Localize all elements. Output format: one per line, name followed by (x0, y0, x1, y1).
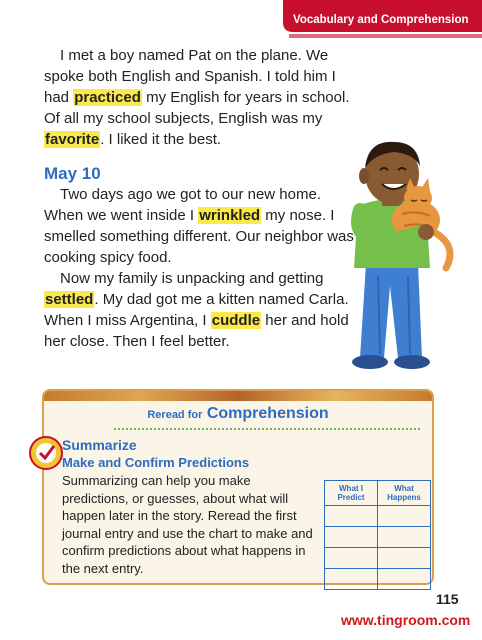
chart-cell (325, 506, 378, 527)
paragraph-text (44, 45, 354, 150)
strategy-subtitle: Make and Confirm Predictions (62, 455, 250, 470)
text-run: . I liked it the best. (100, 131, 222, 148)
box-texture-strip (44, 391, 432, 401)
section-banner-label: Vocabulary and Comprehension (293, 14, 469, 26)
text-run: I met a boy named Pat on the plane. We spoke both English and Spanish. I told him I had (44, 47, 336, 106)
vocabulary-word: wrinkled (199, 207, 261, 224)
prediction-chart-header-row (325, 481, 431, 506)
paragraph-text (44, 184, 354, 268)
graphic-organizer-badge-icon (28, 435, 64, 471)
chart-cell (325, 527, 378, 548)
prediction-chart-row (325, 506, 431, 527)
strategy-title: Summarize (62, 437, 137, 453)
prediction-chart (324, 480, 431, 590)
prediction-chart-row (325, 527, 431, 548)
chart-cell (378, 506, 431, 527)
journal-date: May 10 (44, 164, 101, 183)
watermark-link[interactable]: www.tingroom.com (341, 612, 471, 628)
paragraph-text (44, 268, 354, 352)
reread-big-label: Comprehension (206, 405, 329, 422)
story-paragraph-1 (44, 45, 354, 150)
prediction-chart-row (325, 548, 431, 569)
boy-with-kitten-illustration (318, 136, 468, 371)
text-run: my English for years in school. Of all my school subjects, English was my (44, 89, 350, 127)
section-banner (283, 0, 482, 44)
story-paragraph-2 (44, 184, 354, 268)
vocabulary-word: favorite (45, 131, 100, 148)
text-run: her and hold her close. Then I feel better. (44, 312, 349, 350)
vocabulary-word: settled (45, 291, 94, 308)
text-run: my nose. I smelled something different. Our neighbor was cooking spicy food. (44, 207, 354, 266)
dotted-divider (114, 428, 420, 430)
reread-heading (44, 405, 432, 423)
text-run: Now my family is unpacking and getting (60, 270, 324, 287)
prediction-chart-row (325, 569, 431, 590)
chart-cell (378, 527, 431, 548)
strategy-body: Summarizing can help you make predictions, or guesses, about what will happen later in the story. Reread the first journal entry and use the chart to make and confirm predictions about what happens in the next entry. (62, 473, 313, 576)
text-run: Two days ago we got to our new home. When we went inside I (44, 186, 321, 224)
reread-small-label: Reread for (147, 409, 203, 421)
vocabulary-word: cuddle (211, 312, 261, 329)
chart-cell (325, 548, 378, 569)
vocabulary-word: practiced (74, 89, 141, 106)
chart-cell (325, 569, 378, 590)
chart-cell (378, 569, 431, 590)
page-number: 115 (436, 591, 459, 607)
chart-header-happens: What Happens (378, 481, 431, 506)
chart-header-predict: What I Predict (325, 481, 378, 506)
text-run: . My dad got me a kitten named Carla. When I miss Argentina, I (44, 291, 349, 329)
chart-cell (378, 548, 431, 569)
story-paragraph-3 (44, 268, 354, 352)
